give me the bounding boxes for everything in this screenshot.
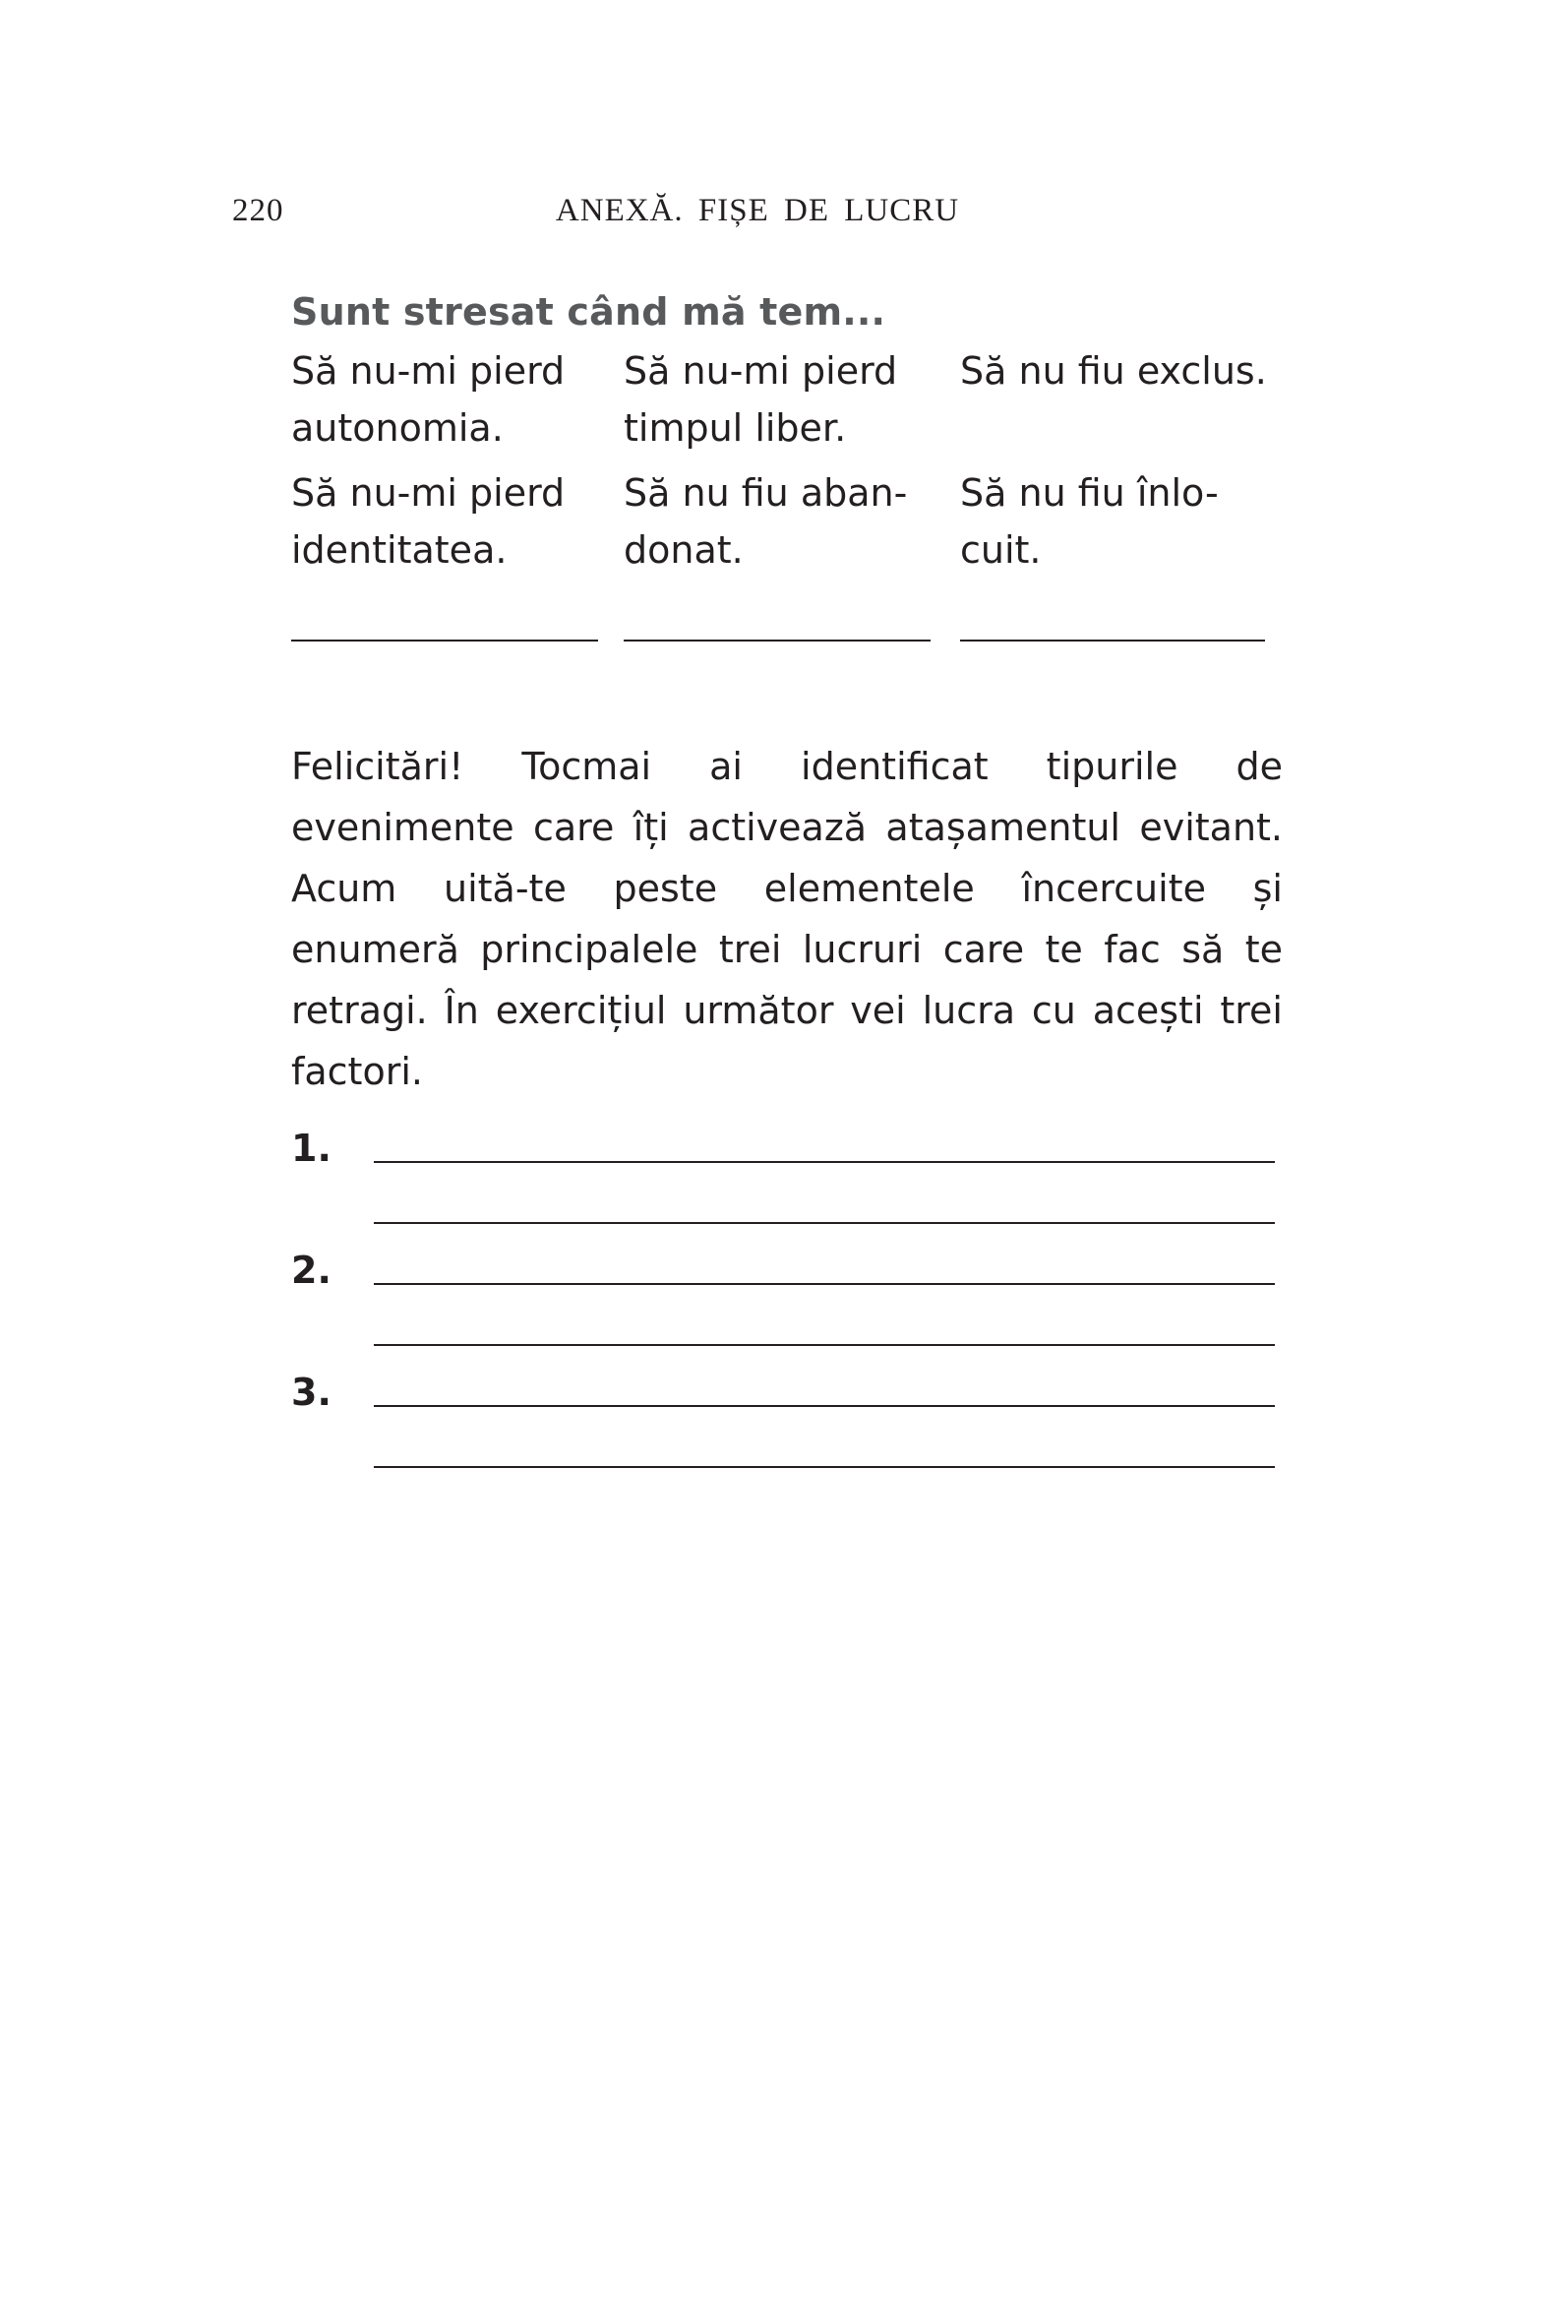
- fear-option-free-time[interactable]: Să nu-mi pierd timpul liber.: [624, 349, 898, 450]
- answer-number: 1.: [291, 1127, 332, 1170]
- fear-option-abandoned[interactable]: Să nu fiu aban- donat.: [624, 471, 908, 572]
- fear-option-identity[interactable]: Să nu-mi pierd identitatea.: [291, 471, 566, 572]
- blank-line-1[interactable]: [291, 640, 598, 642]
- answer-line[interactable]: [374, 1161, 1275, 1163]
- fear-option-replaced[interactable]: Să nu fiu înlo- cuit.: [960, 471, 1219, 572]
- answer-line[interactable]: [374, 1466, 1275, 1468]
- running-title: ANEXĂ. FIȘE DE LUCRU: [555, 193, 960, 228]
- answer-line[interactable]: [374, 1344, 1275, 1346]
- blank-line-2[interactable]: [624, 640, 931, 642]
- answer-number: 2.: [291, 1249, 332, 1292]
- answer-line[interactable]: [374, 1405, 1275, 1407]
- answer-item-1: [291, 1118, 1283, 1179]
- answer-item-3: [291, 1362, 1283, 1423]
- instructions-paragraph: Felicitări! Tocmai ai identificat tipurile de evenimente care îți activează atașamentul evitant. Acum uită-te peste elementele încercuite și enumeră principalele trei lucruri care te fac să te retragi. În exercițiul următor vei lucra cu acești trei factori.: [291, 745, 1283, 1093]
- worksheet-title: Sunt stresat când mă tem...: [291, 290, 886, 334]
- answer-line[interactable]: [374, 1222, 1275, 1224]
- answer-item-2: [291, 1240, 1283, 1301]
- answer-number: 3.: [291, 1371, 332, 1414]
- page-number: 220: [232, 193, 284, 228]
- answer-line[interactable]: [374, 1283, 1275, 1285]
- fear-options-grid: [291, 342, 1283, 657]
- fear-option-autonomy[interactable]: Să nu-mi pierd autonomia.: [291, 349, 566, 450]
- worksheet: [291, 281, 1283, 1414]
- fear-option-excluded[interactable]: Să nu fiu exclus.: [960, 349, 1267, 393]
- page-header: [232, 193, 1283, 240]
- blank-line-3[interactable]: [960, 640, 1265, 642]
